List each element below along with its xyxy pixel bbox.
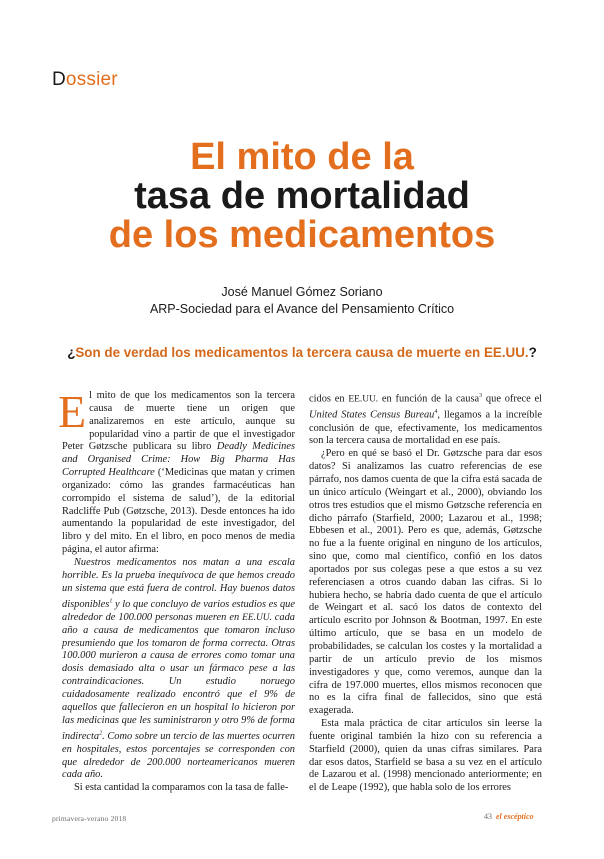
- title-line-2-rest: de mortalidad: [210, 175, 470, 217]
- census-bureau: United States Census Bureau: [309, 409, 435, 421]
- quote-text-d: . Como sobre un tercio de las muertes ocurren en hospitales, estos porcentajes se corresponden con que alrededor de 200.000 norteamericanos mueren cada año.: [62, 730, 295, 781]
- author-affiliation: ARP-Sociedad para el Avance del Pensamiento Crítico: [149, 302, 455, 316]
- magazine-brand: el escéptico: [496, 812, 534, 821]
- footnote-ref-1: 1: [109, 598, 113, 605]
- question-text: Son de verdad los medicamentos la tercera causa de muerte en EE.UU.: [75, 345, 529, 360]
- question-open-mark: ¿: [67, 345, 76, 360]
- right-column: [309, 390, 542, 795]
- quote-text-c: cada año a causa de medicamentos que tomaron incluso presumiendo que los tomaron de forma correcta. Otras 100.000 murieron a causa de errores como tomar una dosis demasiado alta o usar un fármaco pese a las contraindicaciones. Un estudio noruego cuidadosamente realizado encontró que el 9% de aquellos que fallecieron en un hospital lo hicieron por las medicinas que les suministraron y otro 9% de forma indirecta: [62, 611, 296, 742]
- block-quote: [62, 557, 295, 782]
- right-p1-text-b: en función de la causa: [378, 393, 480, 405]
- title-line-3: de los medicamentos: [108, 214, 496, 256]
- quote-eeuu: EE.UU.: [242, 612, 272, 623]
- right-paragraph-1: [309, 390, 542, 448]
- book-title: Deadly Medicines and Organised Crime: How Big Pharma Has Corrupted Healthcare: [62, 441, 295, 479]
- left-paragraph-1: [58, 386, 295, 557]
- drop-cap: E: [58, 386, 87, 437]
- footer-right: [484, 812, 534, 821]
- left-column: [58, 386, 296, 795]
- right-p1-eeuu: EE.UU.: [348, 394, 379, 405]
- author-name: José Manuel Gómez Soriano: [221, 285, 383, 299]
- quote-text-b: y lo que concluyo de varios estudios es que alrededor de 100.000 personas mueren en: [62, 598, 295, 623]
- right-p1-text-d: , llegamos a la increíble conclusión de que, efectivamente, los medicamentos son la tercera causa de mortalidad en ese país.: [309, 409, 542, 447]
- lead-question: [0, 345, 604, 360]
- left-p1-text-b: (‘Medicinas que matan y crimen organizado: cómo las grandes farmacéuticas han corrompido el sistema de salud’), de la editorial Radcliffe Pub (Gøtzsche, 2013). Desde entonces ha ido aumentando la popularidad de este investigador, del libro y del mito. En el libro, en poco menos de media página, el autor afirma:: [62, 467, 295, 556]
- title-line-1: El mito de la: [190, 136, 414, 178]
- footnote-ref-3: 3: [479, 393, 483, 399]
- title-word-tasa: tasa: [134, 175, 211, 217]
- article-title: [0, 138, 604, 255]
- left-paragraph-3: Si esta cantidad la comparamos con la tasa de falle-: [74, 782, 289, 794]
- section-label-rest: ossier: [65, 69, 118, 90]
- question-close-mark: ?: [528, 345, 537, 360]
- right-p1-text-a: cidos en: [309, 393, 349, 405]
- section-label: [52, 69, 118, 91]
- page-number: 43: [484, 812, 492, 821]
- footnote-ref-4: 4: [434, 409, 438, 416]
- left-p1-text-a: l mito de que los medicamentos son la tercera causa de muerte tiene un origen que analizaremos en este artículo, aunque su popularidad vino a partir de que el investigador Peter Gøtzsche publicara su libro: [62, 390, 295, 453]
- quote-text-a: Nuestros medicamentos nos matan a una escala horrible. Es la prueba inequívoca de que hemos creado un sistema que está fuera de control. Hay buenos datos disponibles: [62, 556, 295, 610]
- author-block: [0, 284, 604, 318]
- right-paragraph-3: Esta mala práctica de citar artículos sin leerse la fuente original también la hizo con su referencia a Starfield (2000), quien da unas cifras similares. Para dar esos datos, Starfield se basa a su vez en el artículo de Lazarou et al. (1998) mencionado anteriormente; en el de Leape (1992), que habla solo de los errores: [309, 718, 542, 794]
- right-paragraph-2: ¿Pero en qué se basó el Dr. Gøtzsche para dar esos datos? Si analizamos las cuatro referencias de ese párrafo, nos damos cuenta de que la cifra está sacada de un único artículo (Weingart et al., 2000), obviando los otros tres estudios que el mismo Gøtzsche referencia en dicho párrafo (Starfield, 2000; Lazarou et al., 1998; Ebbesen et al., 2001). Pero es que, además, Gøtzsche no fue a la fuente original en ninguno de los artículos, sino que, como mal científico, confió en los datos aportados por sus colegas pese a que estos a su vez referenciasen a otros cuando daban las cifras. Si lo hubiera hecho, se habría dado cuenta de que el artículo de Weingart et al. sacó los datos de contexto del artículo escrito por Johnson & Bootman, 1997. En este último artículo, que se basa en un modelo de probabilidades, se calculan los costes y la mortalidad a partir de un artículo previo de los mismos investigadores y que, como veremos, aunque dan la cifra de 197.000 muertes, ellos mismos reconocen que no es la cifra final de fallecidos, sino que está exagerada.: [309, 448, 542, 717]
- section-label-initial: D: [52, 69, 66, 90]
- footer-issue: primavera-verano 2018: [52, 814, 127, 823]
- footnote-ref-2: 2: [99, 730, 103, 737]
- right-p1-text-c: que ofrece el: [482, 393, 543, 405]
